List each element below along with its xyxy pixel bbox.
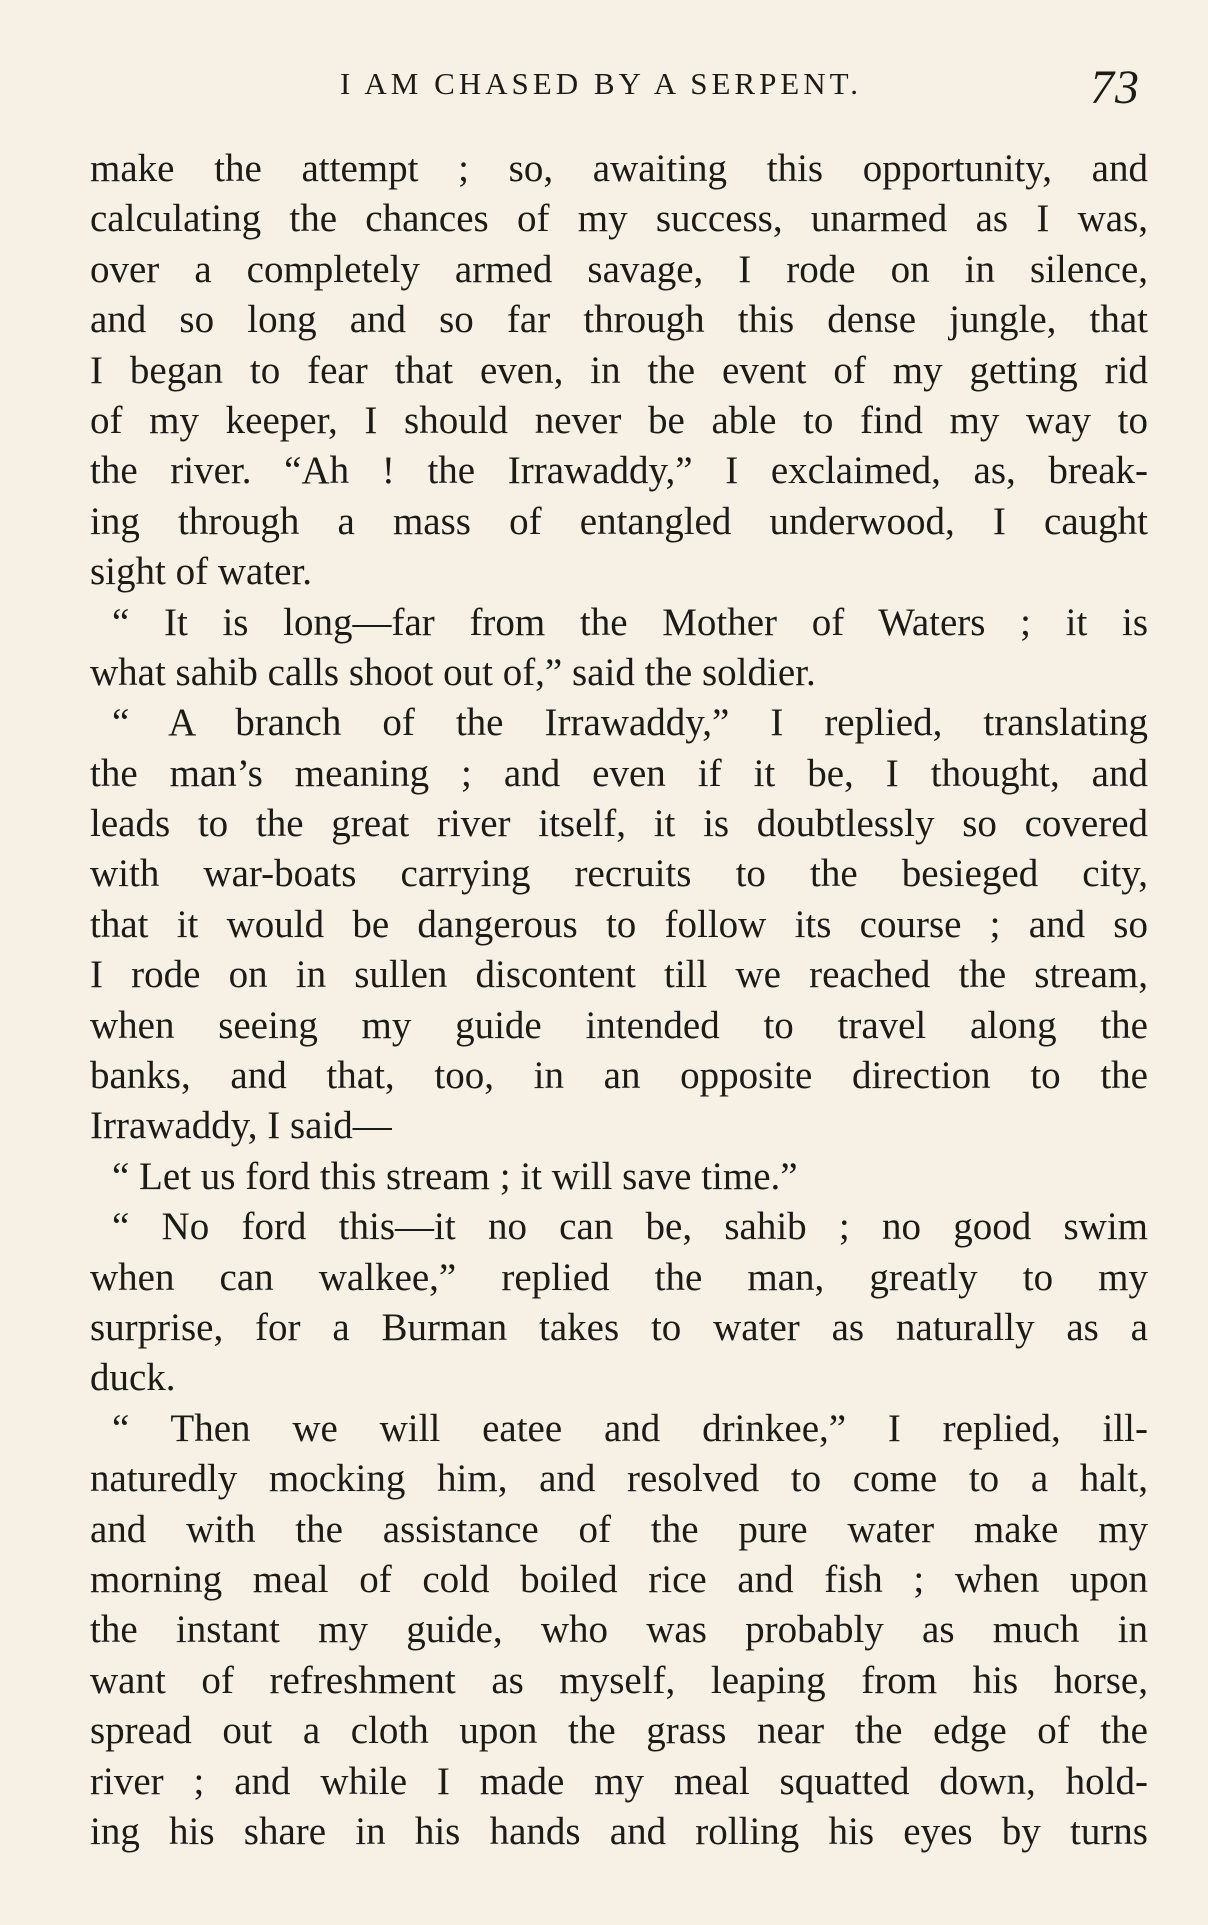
text-line: over a completely armed savage, I rode on in silence, bbox=[90, 247, 1148, 291]
page-number: 73 bbox=[1090, 61, 1140, 114]
text-line: the river. “Ah ! the Irrawaddy,” I exclaimed, as, break- bbox=[90, 449, 1148, 493]
text-line: when can walkee,” replied the man, greatly to my bbox=[90, 1255, 1148, 1299]
text-line: “ Then we will eatee and drinkee,” I replied, ill- bbox=[112, 1406, 1148, 1450]
running-head bbox=[90, 62, 1140, 122]
text-line: spread out a cloth upon the grass near the edge of the bbox=[90, 1709, 1148, 1753]
text-line: ing his share in his hands and rolling his eyes by turns bbox=[90, 1809, 1148, 1853]
text-line: the man’s meaning ; and even if it be, I thought, and bbox=[90, 751, 1148, 795]
text-line: morning meal of cold boiled rice and fish ; when upon bbox=[90, 1557, 1148, 1601]
running-title: I AM CHASED BY A SERPENT. bbox=[340, 66, 863, 101]
text-line: when seeing my guide intended to travel along the bbox=[90, 1003, 1148, 1047]
text-line: banks, and that, too, in an opposite direction to the bbox=[90, 1054, 1148, 1098]
text-line: and with the assistance of the pure water make my bbox=[90, 1507, 1148, 1551]
text-line: make the attempt ; so, awaiting this opportunity, and bbox=[90, 147, 1148, 190]
text-line: with war-boats carrying recruits to the besieged city, bbox=[90, 852, 1148, 896]
text-line: that it would be dangerous to follow its course ; and so bbox=[90, 902, 1148, 946]
text-line: I began to fear that even, in the event of my getting rid bbox=[90, 348, 1148, 392]
text-line: duck. bbox=[90, 1356, 176, 1400]
text-line: I rode on in sullen discontent till we reached the stream, bbox=[90, 953, 1148, 997]
text-line: sight of water. bbox=[90, 550, 313, 594]
text-line: ing through a mass of entangled underwood, I caught bbox=[90, 499, 1148, 543]
text-line: “ Let us ford this stream ; it will save time.” bbox=[112, 1154, 798, 1198]
text-line: of my keeper, I should never be able to find my way to bbox=[90, 398, 1148, 442]
text-line: surprise, for a Burman takes to water as naturally as a bbox=[90, 1305, 1148, 1349]
text-line: naturedly mocking him, and resolved to come to a halt, bbox=[90, 1457, 1148, 1501]
text-line: “ A branch of the Irrawaddy,” I replied, translating bbox=[112, 701, 1148, 745]
text-line: and so long and so far through this dense jungle, that bbox=[90, 298, 1148, 342]
text-line: “ It is long—far from the Mother of Waters ; it is bbox=[112, 600, 1148, 644]
body-text bbox=[90, 144, 1148, 1857]
text-line: “ No ford this—it no can be, sahib ; no good swim bbox=[112, 1205, 1148, 1249]
text-line: river ; and while I made my meal squatted down, hold- bbox=[90, 1759, 1148, 1803]
text-line: Irrawaddy, I said— bbox=[90, 1104, 392, 1148]
text-line: want of refreshment as myself, leaping from his horse, bbox=[90, 1658, 1148, 1702]
text-line: the instant my guide, who was probably as much in bbox=[90, 1608, 1148, 1652]
text-line: leads to the great river itself, it is doubtlessly so covered bbox=[90, 802, 1148, 846]
text-line: what sahib calls shoot out of,” said the soldier. bbox=[90, 650, 816, 694]
text-line: calculating the chances of my success, unarmed as I was, bbox=[90, 197, 1148, 241]
